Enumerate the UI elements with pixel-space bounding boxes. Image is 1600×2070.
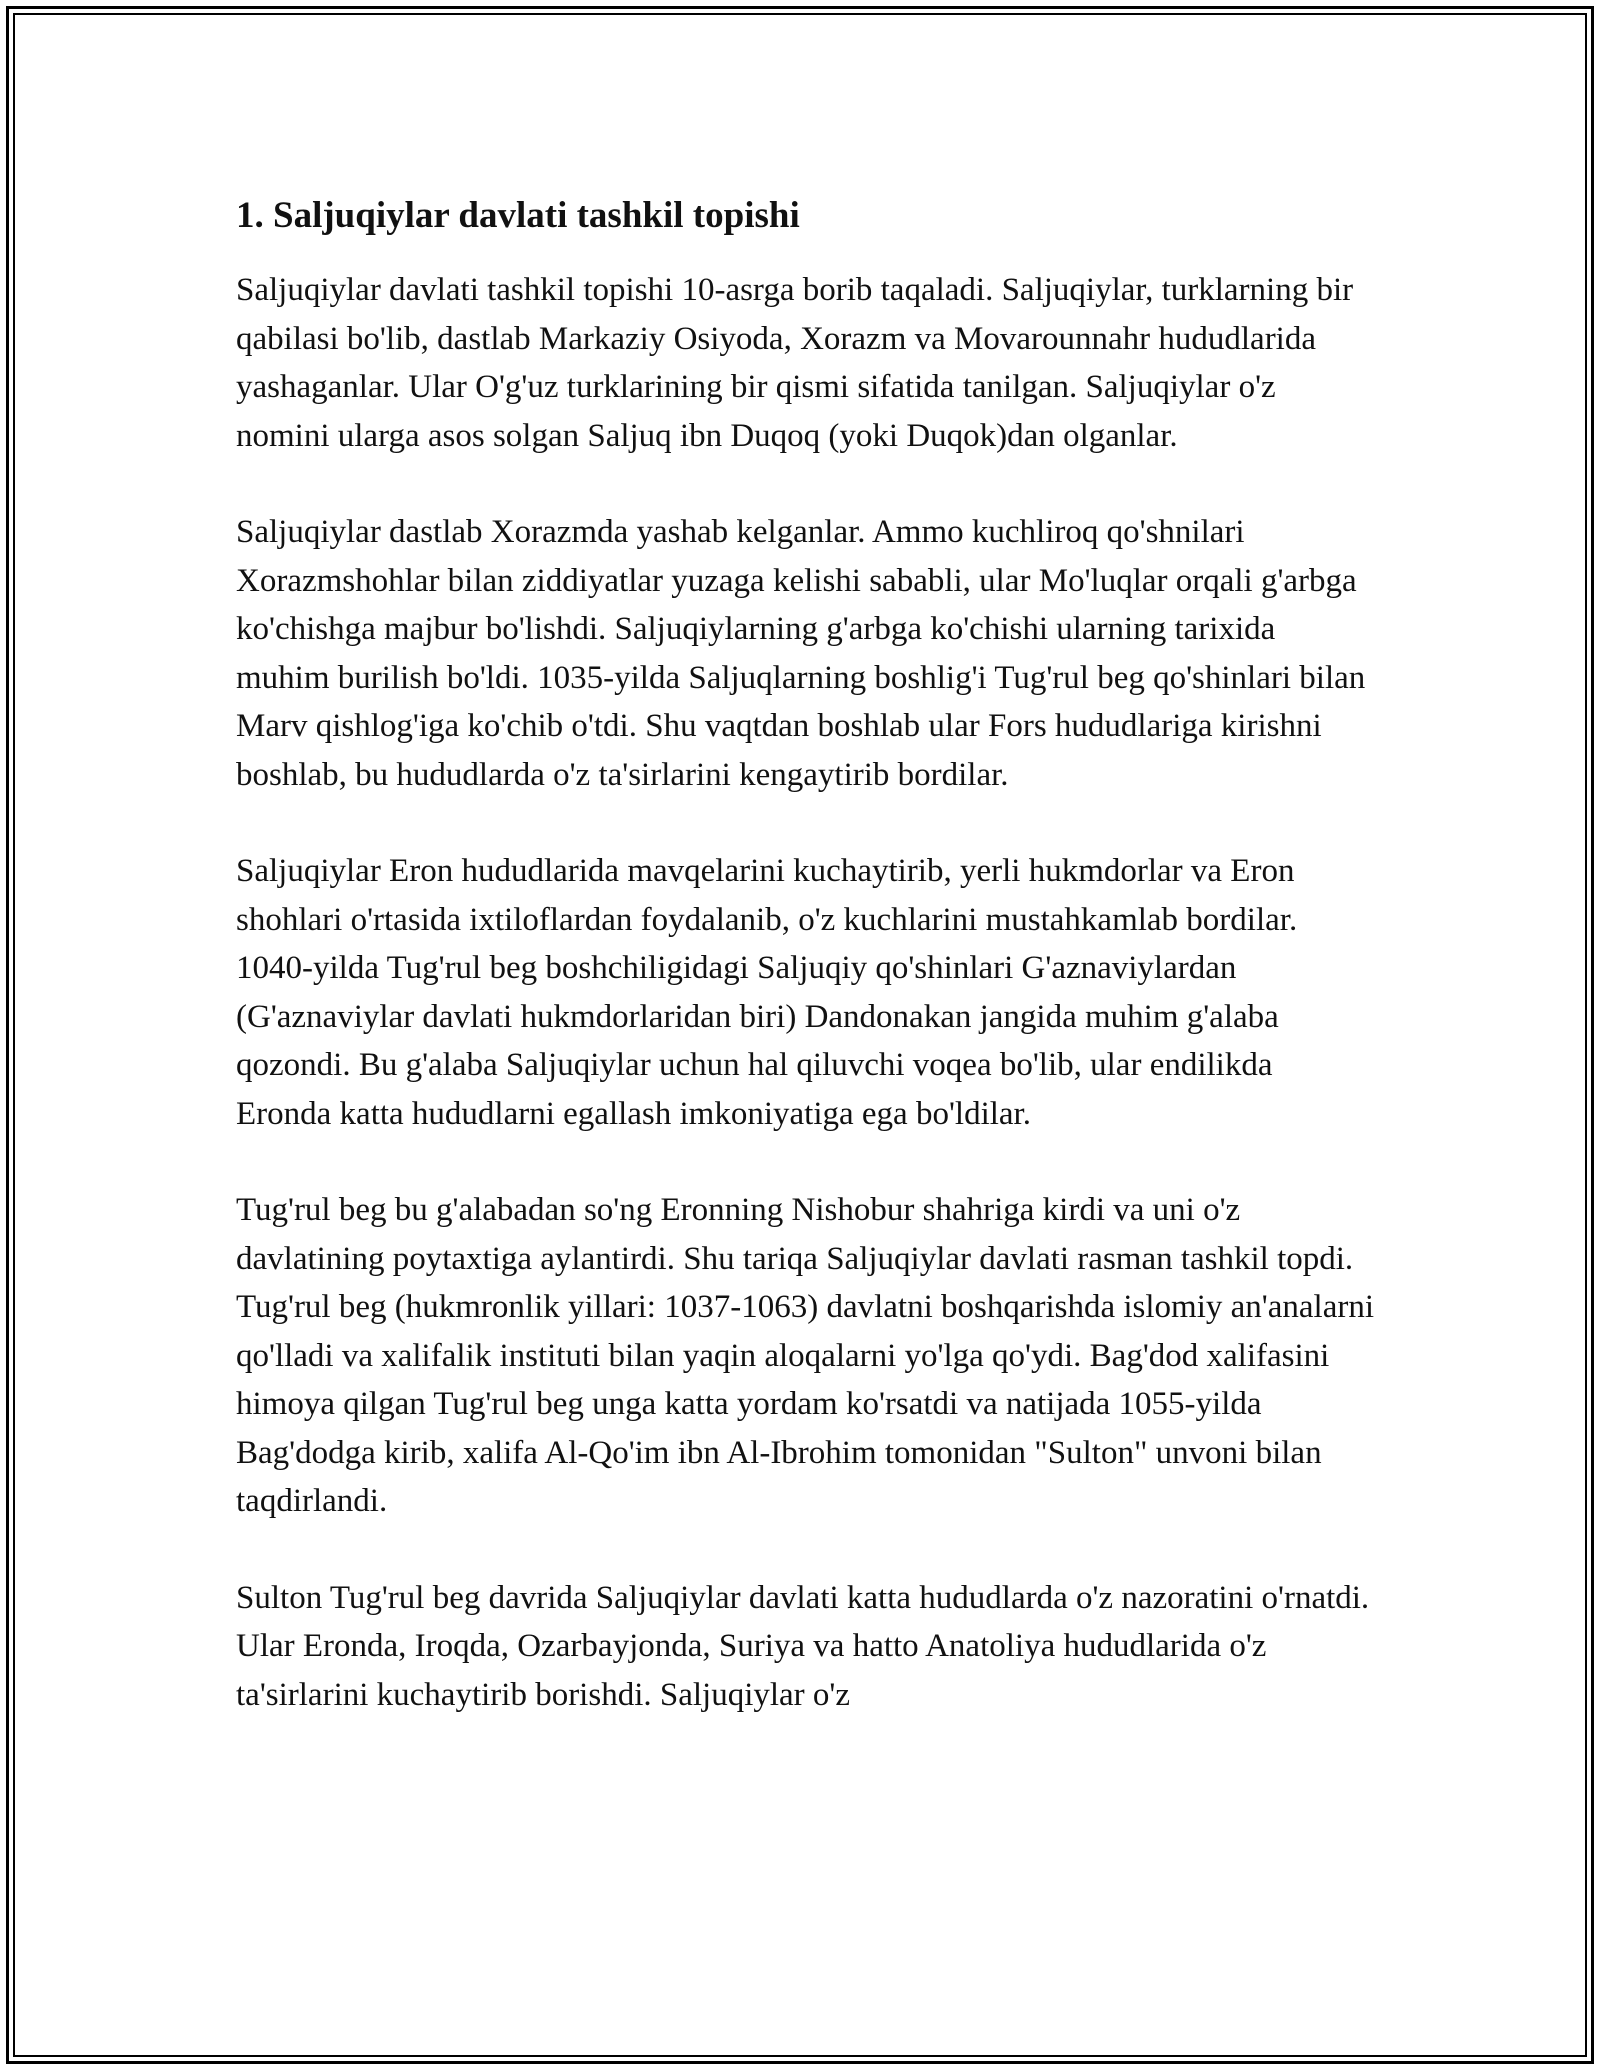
section-heading: 1. Saljuqiylar davlati tashkil topishi	[236, 195, 800, 236]
document-body	[236, 186, 1376, 1719]
paragraph-4: Tug'rul beg bu g'alabadan so'ng Eronning Nishobur shahriga kirdi va uni o'z davlatining poytaxtiga aylantirdi. Shu tariqa Saljuqiylar davlati rasman tashkil topdi. Tug'rul beg (hukmronlik yillari: 1037-1063) davlatni boshqarishda islomiy an'analarni qo'lladi va xalifalik instituti bilan yaqin aloqalarni yo'lga qo'ydi. Bag'dod xalifasini himoya qilgan Tug'rul beg unga katta yordam ko'rsatdi va natijada 1055-yilda Bag'dodga kirib, xalifa Al-Qo'im ibn Al-Ibrohim tomonidan "Sulton" unvoni bilan taqdirlandi.	[236, 1192, 1375, 1519]
paragraph-1: Saljuqiylar davlati tashkil topishi 10-asrga borib taqaladi. Saljuqiylar, turklarning bir qabilasi bo'lib, dastlab Markaziy Osiyoda, Xorazm va Movarounnahr hududlarida yashaganlar. Ular O'g'uz turklarining bir qismi sifatida tanilgan. Saljuqiylar o'z nomini ularga asos solgan Saljuq ibn Duqoq (yoki Duqok)dan olganlar.	[236, 272, 1354, 454]
paragraph-3: Saljuqiylar Eron hududlarida mavqelarini kuchaytirib, yerli hukmdorlar va Eron shohlari o'rtasida ixtiloflardan foydalanib, o'z kuchlarini mustahkamlab bordilar. 1040-yilda Tug'rul beg boshchiligidagi Saljuqiy qo'shinlari G'aznaviylardan (G'aznaviylar davlati hukmdorlaridan biri) Dandonakan jangida muhim g'alaba qozondi. Bu g'alaba Saljuqiylar uchun hal qiluvchi voqea bo'lib, ular endilikda Eronda katta hududlarni egallash imkoniyatiga ega bo'ldilar.	[236, 853, 1298, 1132]
paragraph-5: Sulton Tug'rul beg davrida Saljuqiylar davlati katta hududlarda o'z nazoratini o'rnatdi. Ular Eronda, Iroqda, Ozarbayjonda, Suriya va hatto Anatoliya hududlarida o'z ta'sirlarini kuchaytirib borishdi. Saljuqiylar o'z	[236, 1579, 1370, 1713]
paragraph-2: Saljuqiylar dastlab Xorazmda yashab kelganlar. Ammo kuchliroq qo'shnilari Xorazmshohlar bilan ziddiyatlar yuzaga kelishi sababli, ular Mo'luqlar orqali g'arbga ko'chishga majbur bo'lishdi. Saljuqiylarning g'arbga ko'chishi ularning tarixida muhim burilish bo'ldi. 1035-yilda Saljuqlarning boshlig'i Tug'rul beg qo'shinlari bilan Marv qishlog'iga ko'chib o'tdi. Shu vaqtdan boshlab ular Fors hududlariga kirishni boshlab, bu hududlarda o'z ta'sirlarini kengaytirib bordilar.	[236, 514, 1366, 793]
